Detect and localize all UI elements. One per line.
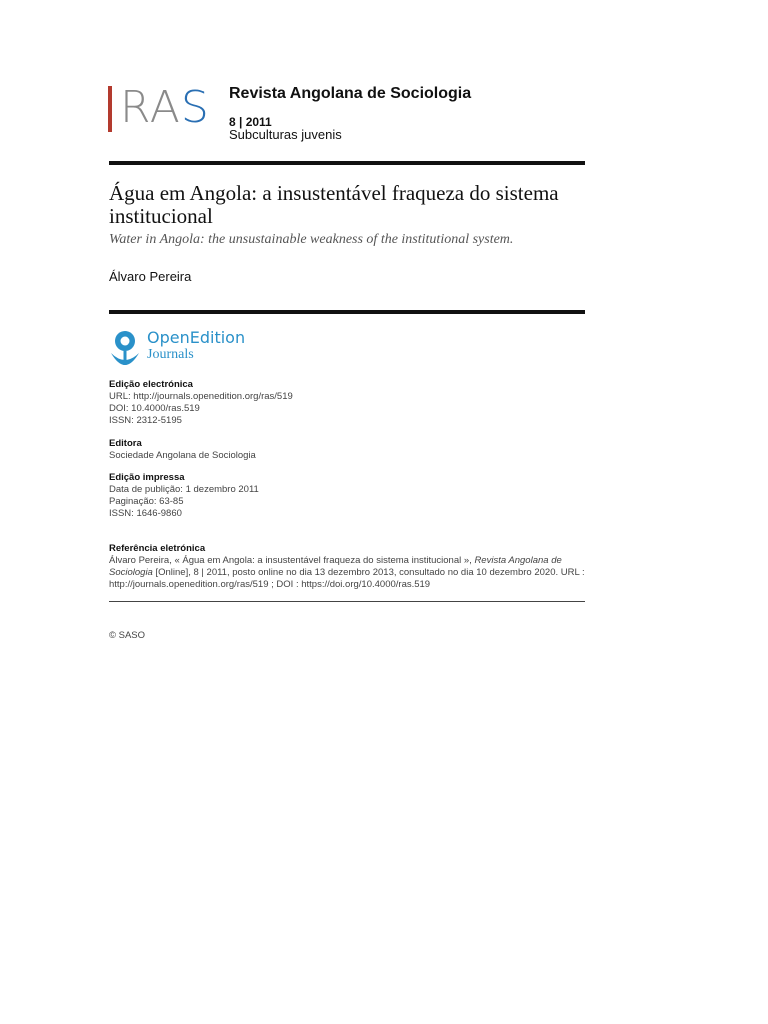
logo-text — [120, 84, 210, 132]
publisher-heading: Editora — [109, 438, 142, 449]
middle-divider — [109, 310, 585, 314]
reference-part1: Álvaro Pereira, « Água em Angola: a insustentável fraqueza do sistema institucional », — [109, 555, 475, 566]
copyright: © SASO — [109, 630, 146, 641]
ras-logo — [108, 84, 210, 134]
top-divider — [109, 161, 585, 165]
logo-s: S — [180, 82, 210, 133]
electronic-edition-block — [109, 379, 585, 427]
print-edition-pages: Paginação: 63-85 — [109, 496, 184, 507]
openedition-logo — [109, 329, 245, 367]
openedition-journals: Journals — [147, 347, 194, 362]
journal-title: Revista Angolana de Sociologia — [229, 85, 472, 102]
electronic-edition-heading: Edição electrónica — [109, 379, 193, 390]
print-edition-issn: ISSN: 1646-9860 — [109, 508, 182, 519]
issue-number: 8 | 2011 — [229, 115, 272, 129]
reference-text — [109, 555, 585, 591]
article-subtitle: Water in Angola: the unsustainable weakness of the institutional system. — [109, 232, 514, 247]
publisher-name: Sociedade Angolana de Sociologia — [109, 450, 256, 461]
openedition-flower-icon — [109, 329, 141, 367]
article-author: Álvaro Pereira — [109, 269, 192, 284]
reference-heading: Referência eletrónica — [109, 543, 206, 554]
bottom-divider — [109, 601, 585, 602]
article-title: Água em Angola: a insustentável fraqueza do sistema institucional — [109, 181, 559, 228]
logo-bar — [108, 86, 112, 132]
electronic-edition-issn: ISSN: 2312-5195 — [109, 415, 182, 426]
reference-block — [109, 543, 585, 591]
reference-journal: Revista Angolana de Sociologia — [109, 555, 562, 578]
electronic-edition-doi[interactable]: DOI: 10.4000/ras.519 — [109, 403, 200, 414]
issue-theme: Subculturas juvenis — [229, 127, 342, 142]
reference-part2: [Online], 8 | 2011, posto online no dia 13 dezembro 2013, consultado no dia 10 dezembro 2020. URL : http://journals.openedition.org/ras/519 ; DOI : https://doi.org/10.4000/ras.519 — [109, 567, 585, 590]
logo-ra: RA — [120, 82, 181, 133]
print-edition-block — [109, 472, 585, 520]
electronic-edition-url[interactable]: URL: http://journals.openedition.org/ras/519 — [109, 391, 293, 402]
print-edition-heading: Edição impressa — [109, 472, 185, 483]
publisher-block — [109, 438, 585, 462]
openedition-name: OpenEdition — [147, 328, 246, 347]
print-edition-date: Data de publição: 1 dezembro 2011 — [109, 484, 259, 495]
